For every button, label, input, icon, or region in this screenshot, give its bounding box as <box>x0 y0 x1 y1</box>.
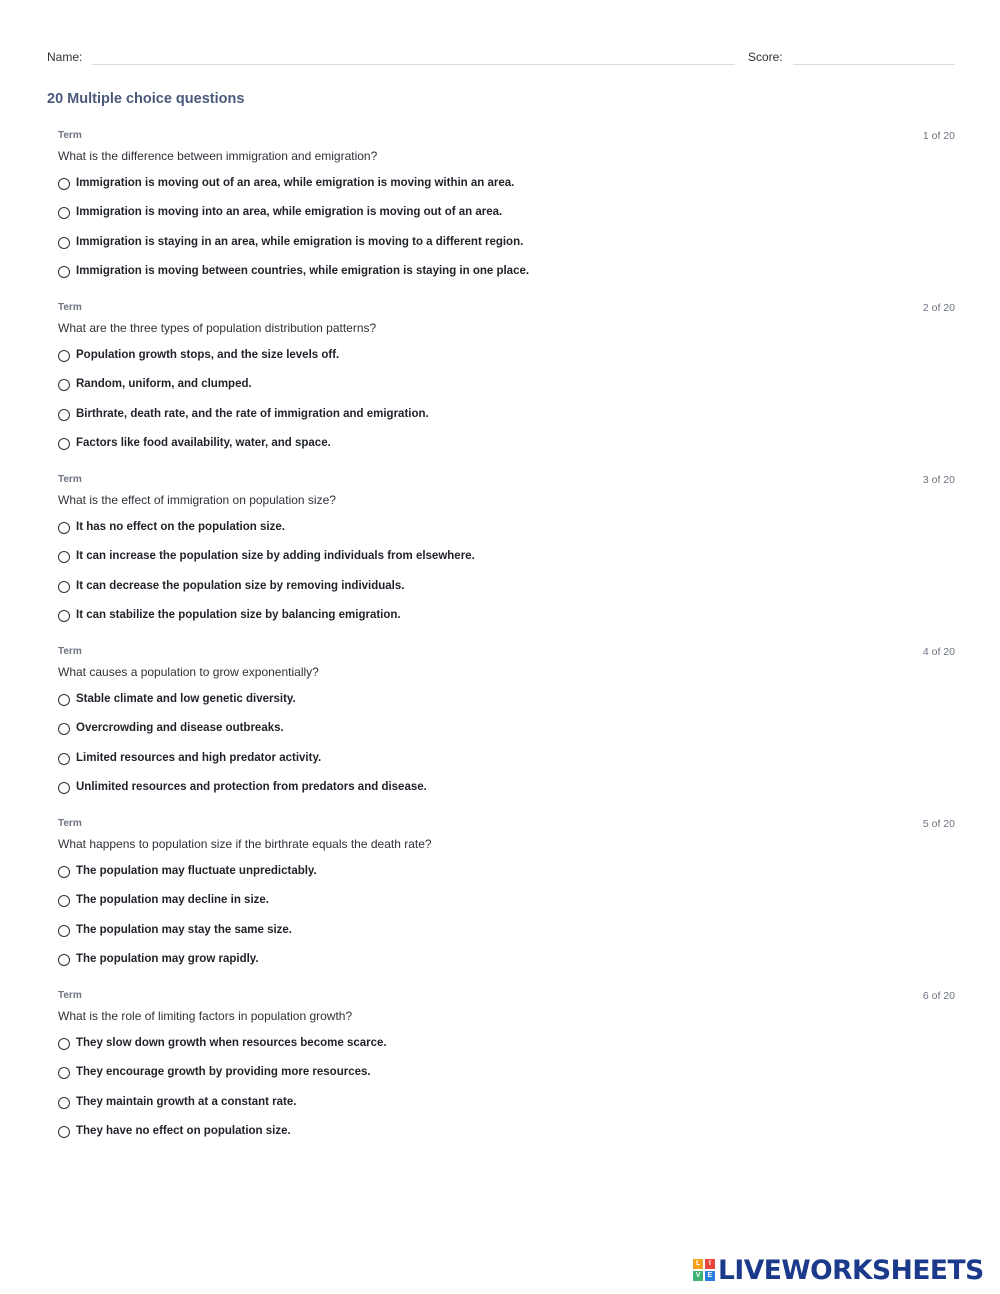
answer-options <box>58 176 529 294</box>
radio-button-icon[interactable] <box>58 1038 70 1050</box>
answer-option[interactable] <box>58 608 475 637</box>
liveworksheets-logo-icon <box>693 1259 715 1281</box>
answer-option[interactable] <box>58 348 429 377</box>
answer-option[interactable] <box>58 751 427 780</box>
answer-option[interactable] <box>58 549 475 578</box>
answer-options <box>58 520 475 638</box>
answer-option-label: Birthrate, death rate, and the rate of immigration and emigration. <box>76 407 429 420</box>
radio-button-icon[interactable] <box>58 207 70 219</box>
radio-button-icon[interactable] <box>58 694 70 706</box>
question-prompt: What is the effect of immigration on population size? <box>58 493 336 507</box>
radio-button-icon[interactable] <box>58 925 70 937</box>
answer-option[interactable] <box>58 407 429 436</box>
answer-option-label: Immigration is moving out of an area, while emigration is moving within an area. <box>76 177 515 189</box>
answer-option-label: They slow down growth when resources become scarce. <box>76 1037 387 1049</box>
brand-footer <box>693 1256 984 1284</box>
term-label: Term <box>58 646 82 657</box>
radio-button-icon[interactable] <box>58 753 70 765</box>
question-prompt: What are the three types of population distribution patterns? <box>58 321 377 335</box>
question-counter: 5 of 20 <box>922 818 955 830</box>
answer-option-label: It can decrease the population size by removing individuals. <box>76 579 405 592</box>
question-prompt: What happens to population size if the birthrate equals the death rate? <box>58 837 432 851</box>
score-label: Score: <box>748 50 783 64</box>
question-counter: 4 of 20 <box>922 646 955 658</box>
answer-option-label: They maintain growth at a constant rate. <box>76 1095 297 1108</box>
question-counter: 3 of 20 <box>922 474 955 486</box>
question-block <box>58 300 955 472</box>
answer-options <box>58 1036 387 1154</box>
term-label: Term <box>58 818 82 829</box>
section-title: 20 Multiple choice questions <box>47 91 245 107</box>
answer-option-label: They encourage growth by providing more resources. <box>76 1066 371 1079</box>
answer-option[interactable] <box>58 235 529 264</box>
radio-button-icon[interactable] <box>58 266 70 278</box>
radio-button-icon[interactable] <box>58 1067 70 1079</box>
answer-option[interactable] <box>58 780 427 809</box>
answer-option-label: They have no effect on population size. <box>76 1125 291 1138</box>
logo-letter-tile: E <box>705 1271 715 1281</box>
question-block <box>58 816 955 988</box>
answer-option[interactable] <box>58 923 317 952</box>
question-list <box>58 128 955 1160</box>
answer-option-label: It can increase the population size by adding individuals from elsewhere. <box>76 550 475 563</box>
answer-option-label: It can stabilize the population size by balancing emigration. <box>76 609 401 622</box>
question-block <box>58 988 955 1160</box>
answer-option-label: The population may stay the same size. <box>76 923 293 936</box>
question-prompt: What causes a population to grow exponentially? <box>58 665 319 679</box>
answer-option-label: Unlimited resources and protection from predators and disease. <box>76 781 427 794</box>
answer-option[interactable] <box>58 436 429 465</box>
radio-button-icon[interactable] <box>58 237 70 249</box>
radio-button-icon[interactable] <box>58 581 70 593</box>
answer-option[interactable] <box>58 721 427 750</box>
answer-options <box>58 864 317 982</box>
answer-option-label: The population may decline in size. <box>76 894 269 907</box>
answer-option[interactable] <box>58 1036 387 1065</box>
radio-button-icon[interactable] <box>58 782 70 794</box>
score-field[interactable] <box>793 64 955 65</box>
question-block <box>58 472 955 644</box>
answer-option[interactable] <box>58 520 475 549</box>
question-prompt: What is the difference between immigration and emigration? <box>58 149 378 163</box>
logo-letter-tile: I <box>705 1259 715 1269</box>
radio-button-icon[interactable] <box>58 350 70 362</box>
radio-button-icon[interactable] <box>58 723 70 735</box>
radio-button-icon[interactable] <box>58 551 70 563</box>
answer-option[interactable] <box>58 377 429 406</box>
term-label: Term <box>58 990 82 1001</box>
answer-option-label: Immigration is moving into an area, while emigration is moving out of an area. <box>76 206 503 219</box>
question-counter: 6 of 20 <box>922 990 955 1002</box>
answer-option[interactable] <box>58 205 529 234</box>
brand-name: LIVEWORKSHEETS <box>718 1254 984 1286</box>
question-counter: 2 of 20 <box>922 302 955 314</box>
answer-option[interactable] <box>58 864 317 893</box>
term-label: Term <box>58 130 82 141</box>
radio-button-icon[interactable] <box>58 866 70 878</box>
radio-button-icon[interactable] <box>58 954 70 966</box>
answer-option-label: Immigration is staying in an area, while emigration is moving to a different region. <box>76 235 524 248</box>
radio-button-icon[interactable] <box>58 895 70 907</box>
term-label: Term <box>58 302 82 313</box>
radio-button-icon[interactable] <box>58 178 70 190</box>
header-row <box>47 48 955 66</box>
answer-option[interactable] <box>58 264 529 293</box>
answer-option[interactable] <box>58 1124 387 1153</box>
answer-option-label: Limited resources and high predator activity. <box>76 751 322 764</box>
radio-button-icon[interactable] <box>58 1097 70 1109</box>
question-counter: 1 of 20 <box>922 130 955 142</box>
answer-option-label: Factors like food availability, water, and space. <box>76 437 331 450</box>
radio-button-icon[interactable] <box>58 522 70 534</box>
answer-options <box>58 348 429 466</box>
answer-option-label: Stable climate and low genetic diversity. <box>76 693 296 705</box>
name-field[interactable] <box>92 64 735 65</box>
name-label: Name: <box>47 50 83 64</box>
answer-option-label: Random, uniform, and clumped. <box>76 378 252 391</box>
answer-option-label: Population growth stops, and the size levels off. <box>76 349 340 361</box>
answer-option-label: The population may grow rapidly. <box>76 953 259 966</box>
radio-button-icon[interactable] <box>58 409 70 421</box>
question-prompt: What is the role of limiting factors in population growth? <box>58 1009 353 1023</box>
answer-option-label: Overcrowding and disease outbreaks. <box>76 722 284 735</box>
answer-option[interactable] <box>58 692 427 721</box>
answer-option[interactable] <box>58 893 317 922</box>
answer-option-label: Immigration is moving between countries, while emigration is staying in one place. <box>76 265 530 278</box>
answer-option-label: It has no effect on the population size. <box>76 521 285 533</box>
radio-button-icon[interactable] <box>58 1126 70 1138</box>
logo-letter-tile: L <box>693 1259 703 1269</box>
answer-option[interactable] <box>58 952 317 981</box>
answer-option[interactable] <box>58 1065 387 1094</box>
logo-letter-tile: V <box>693 1271 703 1281</box>
radio-button-icon[interactable] <box>58 379 70 391</box>
answer-option[interactable] <box>58 1095 387 1124</box>
radio-button-icon[interactable] <box>58 610 70 622</box>
question-block <box>58 644 955 816</box>
radio-button-icon[interactable] <box>58 438 70 450</box>
answer-option-label: The population may fluctuate unpredictably. <box>76 865 317 877</box>
answer-option[interactable] <box>58 579 475 608</box>
question-block <box>58 128 955 300</box>
answer-options <box>58 692 427 810</box>
answer-option[interactable] <box>58 176 529 205</box>
term-label: Term <box>58 474 82 485</box>
